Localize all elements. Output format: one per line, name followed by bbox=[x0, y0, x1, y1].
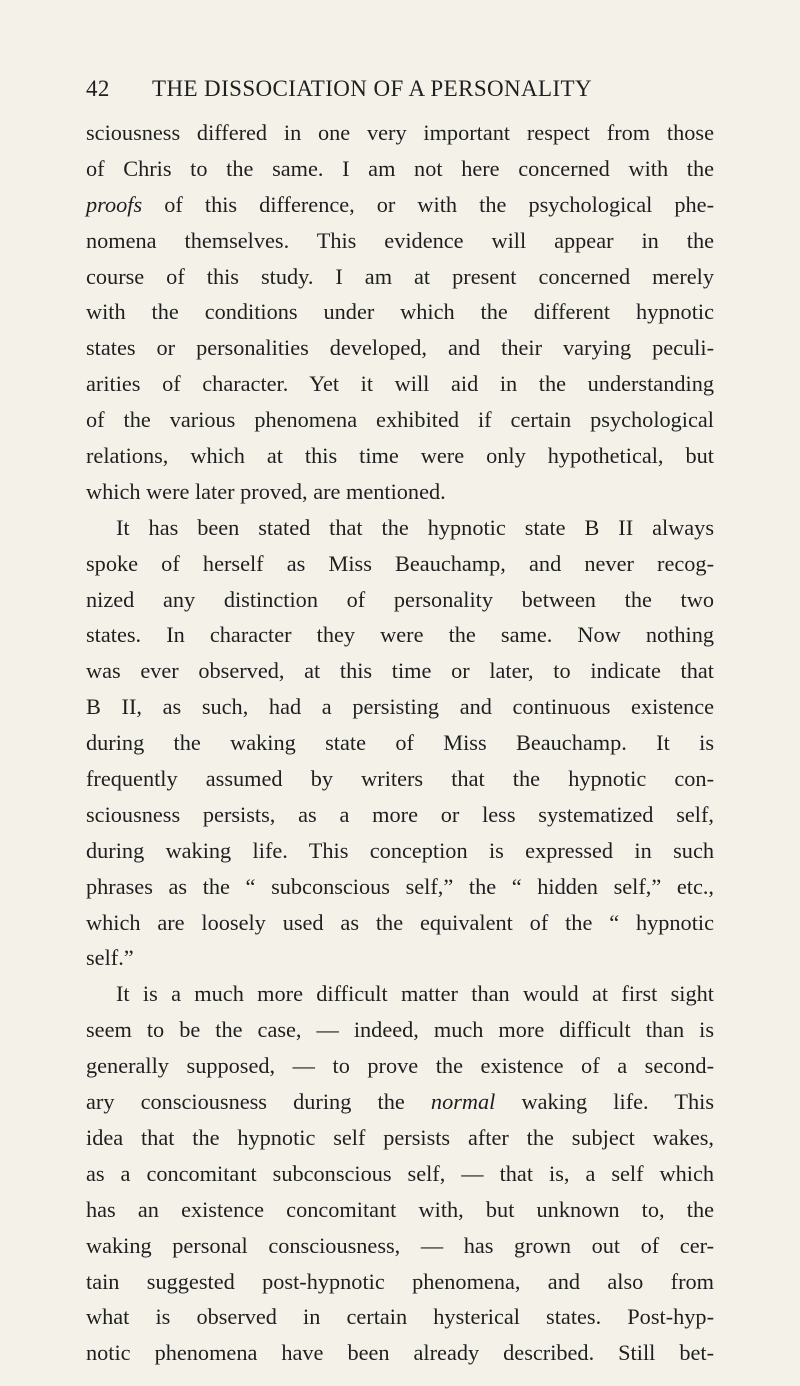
text-line bbox=[86, 510, 714, 546]
text-line bbox=[86, 1299, 714, 1335]
text-segment: of the various phenomena exhibited if certain psychological bbox=[86, 407, 714, 433]
text-line bbox=[86, 689, 714, 725]
text-line bbox=[86, 151, 714, 187]
text-line bbox=[86, 905, 714, 941]
text-line bbox=[86, 1048, 714, 1084]
text-segment: during waking life. This conception is expressed in such bbox=[86, 837, 714, 863]
text-segment: which are loosely used as the equivalent of the “ hypnotic bbox=[86, 909, 714, 935]
text-segment: has an existence concomitant with, but unknown to, the bbox=[86, 1196, 714, 1222]
page-header bbox=[86, 76, 706, 108]
text-segment: phrases as the “ subconscious self,” the “ hidden self,” etc., bbox=[86, 873, 714, 899]
text-line bbox=[86, 223, 714, 259]
text-line bbox=[86, 1264, 714, 1300]
text-segment: waking personal consciousness, — has grown out of cer- bbox=[86, 1232, 714, 1258]
text-line bbox=[86, 474, 714, 510]
text-line bbox=[86, 833, 714, 869]
text-segment: arities of character. Yet it will aid in the understanding bbox=[86, 371, 714, 397]
text-line bbox=[86, 653, 714, 689]
body-text bbox=[86, 115, 714, 1371]
italic-text: normal bbox=[430, 1089, 496, 1115]
text-segment: seem to be the case, — indeed, much more difficult than is bbox=[86, 1017, 714, 1043]
text-segment: which were later proved, are mentioned. bbox=[86, 478, 446, 504]
text-segment: sciousness differed in one very important respect from those bbox=[86, 120, 714, 145]
text-line bbox=[86, 115, 714, 151]
text-segment: of Chris to the same. I am not here concerned with the bbox=[86, 155, 714, 181]
text-line bbox=[86, 1228, 714, 1264]
text-segment: self.” bbox=[86, 945, 134, 971]
text-line bbox=[86, 761, 714, 797]
text-segment: of this difference, or with the psychological phe- bbox=[142, 191, 714, 217]
text-segment: states. In character they were the same. Now nothing bbox=[86, 622, 714, 648]
text-line bbox=[86, 1120, 714, 1156]
text-segment: nized any distinction of personality between the two bbox=[86, 586, 714, 612]
running-title: THE DISSOCIATION OF A PERSONALITY bbox=[152, 76, 593, 101]
text-line bbox=[86, 869, 714, 905]
text-line bbox=[86, 1156, 714, 1192]
text-segment: states or personalities developed, and their varying peculi- bbox=[86, 335, 714, 361]
text-line bbox=[86, 617, 714, 653]
text-line bbox=[86, 1084, 714, 1120]
text-line bbox=[86, 725, 714, 761]
text-segment: with the conditions under which the different hypnotic bbox=[86, 299, 714, 325]
text-line bbox=[86, 797, 714, 833]
text-line bbox=[86, 940, 714, 976]
text-segment: as a concomitant subconscious self, — that is, a self which bbox=[86, 1160, 714, 1186]
text-segment: course of this study. I am at present concerned merely bbox=[86, 263, 714, 289]
italic-text: proofs bbox=[86, 191, 143, 217]
text-segment: spoke of herself as Miss Beauchamp, and never recog- bbox=[86, 550, 714, 576]
text-segment: relations, which at this time were only hypothetical, but bbox=[86, 443, 714, 469]
text-segment: notic phenomena have been already described. Still bet- bbox=[86, 1340, 714, 1366]
text-segment: was ever observed, at this time or later, to indicate that bbox=[86, 658, 714, 684]
text-segment: idea that the hypnotic self persists after the subject wakes, bbox=[86, 1124, 714, 1150]
page-number: 42 bbox=[86, 76, 110, 101]
text-segment: generally supposed, — to prove the existence of a second- bbox=[86, 1053, 714, 1079]
text-segment: sciousness persists, as a more or less systematized self, bbox=[86, 801, 714, 827]
text-segment: nomena themselves. This evidence will appear in the bbox=[86, 227, 714, 253]
text-line bbox=[86, 402, 714, 438]
text-segment: during the waking state of Miss Beauchamp. It is bbox=[86, 730, 714, 756]
text-line bbox=[86, 366, 714, 402]
text-segment: tain suggested post-hypnotic phenomena, and also from bbox=[86, 1268, 714, 1294]
text-segment: frequently assumed by writers that the hypnotic con- bbox=[86, 766, 714, 792]
text-segment: waking life. This bbox=[495, 1089, 714, 1115]
text-line bbox=[86, 1335, 714, 1371]
text-line bbox=[86, 1012, 714, 1048]
text-line bbox=[86, 294, 714, 330]
text-line bbox=[86, 546, 714, 582]
text-segment: It has been stated that the hypnotic state B II always bbox=[116, 514, 714, 540]
text-line bbox=[86, 330, 714, 366]
text-line bbox=[86, 438, 714, 474]
text-segment: It is a much more difficult matter than would at first sight bbox=[116, 981, 714, 1007]
text-line bbox=[86, 976, 714, 1012]
text-segment: B II, as such, had a persisting and continuous existence bbox=[86, 694, 714, 720]
text-line bbox=[86, 259, 714, 295]
text-line bbox=[86, 187, 714, 223]
text-segment: what is observed in certain hysterical states. Post-hyp- bbox=[86, 1304, 714, 1330]
text-line bbox=[86, 1192, 714, 1228]
text-line bbox=[86, 582, 714, 618]
text-segment: ary consciousness during the bbox=[86, 1089, 431, 1115]
